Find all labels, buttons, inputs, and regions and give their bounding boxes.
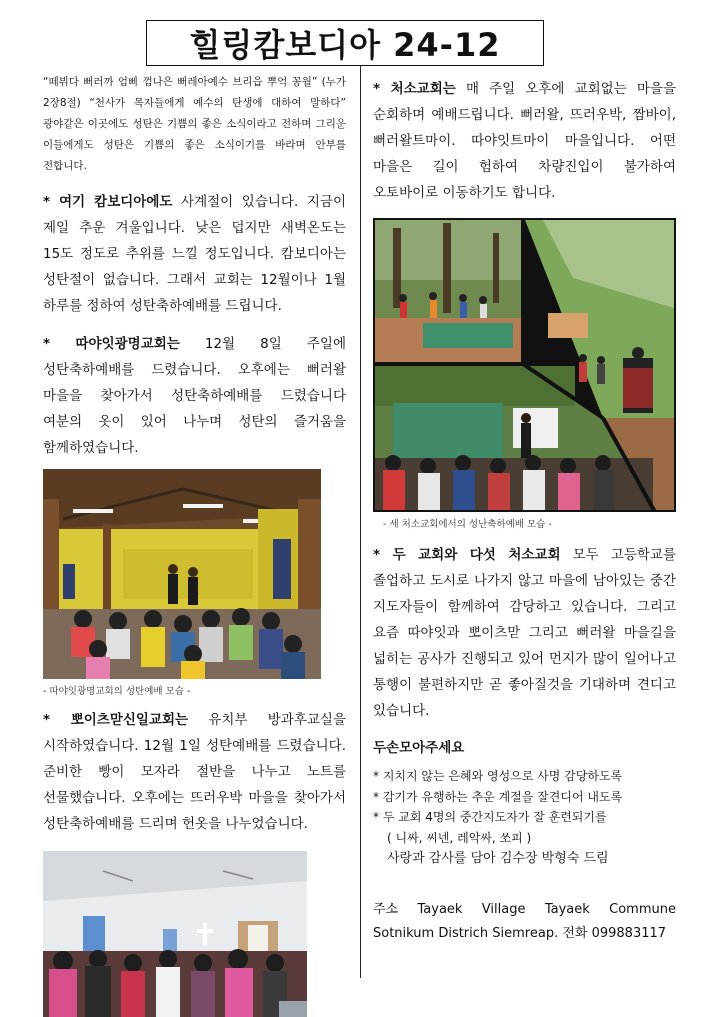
- house-church-collage-image: [373, 218, 676, 512]
- tayaek-church-text: 12월 8일 주일에 성탄축하예배를 드렸습니다. 오후에는 뻐러왈 마을을 찾아가서 성탄축하예배를 드렸습니다 여분의 옷이 있어 나누며 성탄의 즐거움을 함께하였습니다.: [43, 336, 346, 456]
- prayer-item-3: * 두 교회 4명의 중간지도자가 잘 훈련되기를: [373, 810, 607, 824]
- leaders-lead: * 두 교회와 다섯 처소교회: [373, 547, 561, 563]
- leaders-paragraph: [373, 542, 676, 724]
- caption-tayaek-photo: - 따야잇광명교회의 성탄예배 모습 -: [43, 686, 191, 697]
- caption-house-church-photo: - 세 처소교회에서의 성난축하예배 모습 -: [383, 519, 552, 530]
- poipet-church-paragraph: [43, 707, 346, 837]
- newsletter-title: 힐링캄보디아 24-12: [146, 20, 544, 66]
- photo-poipet-christmas-service: [43, 851, 307, 1017]
- poipet-church-text: 유치부 방과후교실을 시작하였습니다. 12월 1일 성탄예배를 드렸습니다. 준비한 빵이 모자라 절반을 나누고 노트를 선물했습니다. 오후에는 뜨러우박 마을을 찾아가서 성탄축하예배를 드리며 헌옷을 나누었습니다.: [43, 712, 346, 832]
- prayer-list: [373, 766, 676, 848]
- prayer-item-1: * 지치지 않는 은혜와 영성으로 사명 감당하도록: [373, 769, 623, 783]
- tayaek-church-lead: * 따야잇광명교회는: [43, 336, 180, 352]
- house-church-paragraph: [373, 76, 676, 206]
- intro-paragraph: “떼뷔다 뻐러까 엄삐 껌나은 뻐레아예수 브리읍 뿌억 꽁월” (누가 2장8절) “천사가 목자들에게 예수의 탄생에 대하여 말하다” 광야같은 이곳에도 성탄은 기쁨의 좋은 소식이라고 전하며 그리운 이들에게도 성탄은 기쁨의 좋은 소식이기를 바라며 안부를 전합니다.: [43, 76, 346, 172]
- signature: 사랑과 감사를 담아 김수장 박형숙 드림: [387, 851, 609, 866]
- church-interior-image: [43, 469, 321, 679]
- house-church-lead: * 처소교회는: [373, 81, 456, 97]
- seasons-text: 사계절이 있습니다. 지금이 제일 추운 겨울입니다. 낮은 덥지만 새벽온도는 15도 정도로 추위를 느낄 정도입니다. 캄보디아는 성탄절이 없습니다. 그래서 교회는 12월이나 1월 하루를 정하여 성탄축하예배를 드립니다.: [43, 194, 346, 314]
- address-phone: 주소 Tayaek Village Tayaek Commune Sotnikum Districh Siemreap. 전화 099883117: [373, 902, 676, 941]
- leaders-text: 모두 고등학교를 졸업하고 도시로 나가지 않고 마을에 남아있는 중간 지도자들이 함께하여 감당하고 있습니다. 그리고 요즘 따야잇과 뽀이츠맏 그리고 뻐러왈 마을길을 넓히는 공사가 진행되고 있어 먼지가 많이 일어나고 통행이 불편하지만 곧 좋아질것을 기대하며 견디고 있습니다.: [373, 547, 676, 719]
- left-column: [43, 72, 346, 1017]
- seasons-paragraph: [43, 189, 346, 319]
- prayer-leader-names: ( 니싸, 씨넨, 레악싸, 쏘피 ): [387, 830, 532, 845]
- photo-tayaek-christmas-service: [43, 469, 321, 679]
- prayer-heading: 두손모아주세요: [373, 740, 465, 756]
- poipet-church-lead: * 뽀이츠맏신일교회는: [43, 712, 189, 728]
- column-divider: [360, 66, 361, 978]
- right-column: [373, 76, 676, 946]
- photo-collage-house-churches: [373, 218, 676, 512]
- prayer-item-2: * 감기가 유행하는 추운 계절을 잘견디어 내도록: [373, 789, 623, 804]
- tayaek-church-paragraph: [43, 331, 346, 461]
- seasons-lead: * 여기 캄보디아에도: [43, 194, 173, 210]
- house-church-text: 매 주일 오후에 교회없는 마을을 순회하며 예배드립니다. 뻐러왈, 뜨러우박, 짬바이, 뻐러왈트마이. 따야잇트마이 마을입니다. 어떤 마을은 길이 험하여 차량진입이 불가하여 오토바이로 이동하기도 합니다.: [373, 81, 676, 201]
- white-hall-image: [43, 851, 307, 1017]
